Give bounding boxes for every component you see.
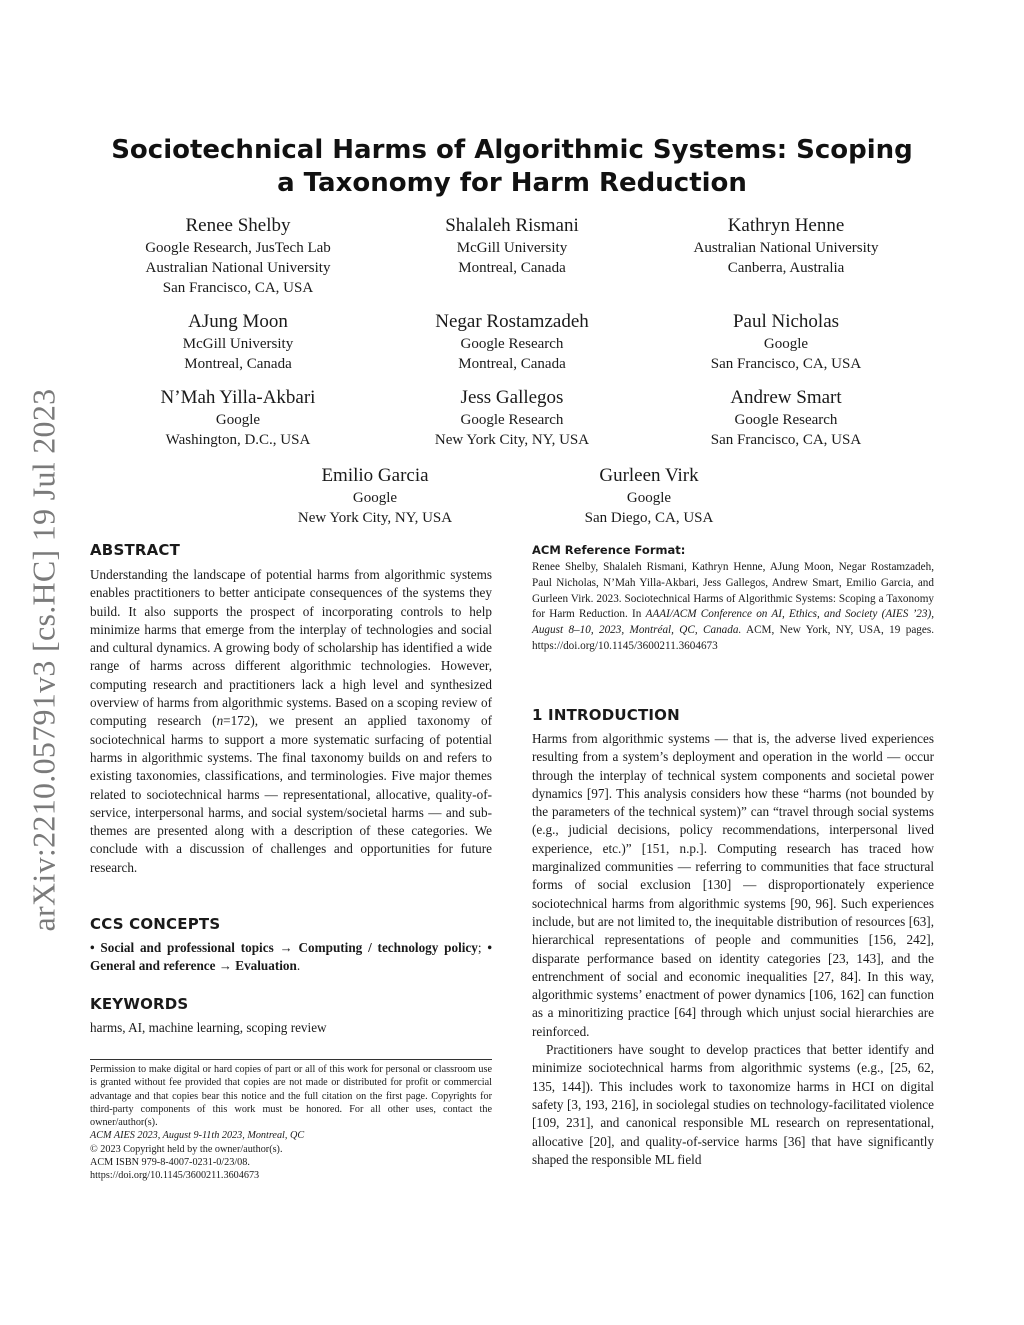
author-name: Jess Gallegos: [460, 387, 564, 408]
author-affiliation: McGill University: [182, 336, 294, 352]
author-name: Emilio Garcia: [321, 465, 429, 486]
author-name: Andrew Smart: [730, 387, 842, 408]
abstract-heading: ABSTRACT: [90, 541, 181, 559]
isbn-line: ACM ISBN 979-8-4007-0231-0/23/08.: [90, 1157, 250, 1169]
author-affiliation: Google Research, JusTech Lab: [145, 240, 331, 256]
ccs-end: .: [296, 958, 301, 974]
author-affiliation: San Francisco, CA, USA: [162, 280, 314, 296]
author-affiliation: Google: [352, 490, 398, 506]
intro-paragraph-2: Practitioners have sought to develop practices that better identify and minimize sociotechnical harms from algorithmic systems (e.g., [25, 62, 135, 144]). This includes work to taxonomize harms in HCI on digital safety [3, 193, 216], in sociolegal studies on technology-facilitated violence [109, 231], and canonical responsible ML research on representational, allocative [20], and quality-of-service harms [36] that have significantly shaped the responsible ML field: [532, 1042, 934, 1167]
author-affiliation: Canberra, Australia: [727, 260, 845, 276]
intro-paragraph-1: Harms from algorithmic systems — that is, the adverse lived experiences resulting from a system’s deployment and operation in the world — occur through the interplay of technical system components and societal power dynamics [97]. This analysis considers how these “harms (not bounded by the parameters of the technical system)” can “travel through social systems (e.g., judicial decisions, policy recommendations, interpersonal lived experience, etc.)” [151, n.p.]. Computing research has traced how marginalized communities — referring to communities that face structural forms of social exclusion [130] — disproportionately experience sociotechnical harms from algorithmic systems [90, 96]. Such experiences include, but are not limited to, the inequitable distribution of resources [63], hierarchical representations of people and communities [156, 242], disparate performance based on identity categories [23, 143], and the entrenchment of social and economic inequalities [27, 84]. In this way, algorithmic systems’ enactment of power dynamics [106, 162] can function as a minoritizing practice [64] through which unjust social hierarchies are reinforced.: [532, 731, 934, 1039]
introduction-text: [532, 730, 934, 1169]
ccs-separator: ;: [477, 940, 488, 955]
author-card: [88, 386, 388, 450]
author-affiliation: Montreal, Canada: [458, 260, 566, 276]
author-affiliation: Montreal, Canada: [184, 356, 292, 372]
reference-format-heading: ACM Reference Format:: [532, 543, 686, 557]
abstract-text-part-2: =172), we present an applied taxonomy of sociotechnical harms to support a more systematic surfacing of potential harms in algorithmic systems. The final taxonomy builds on and refers to existing taxonomies, classifications, and terminologies. Five major themes related to sociotechnical harms — representational, allocative, quality-of-service, interpersonal harms, and social system/societal harms — and sub-themes are presented along with a description of these categories. We conclude with a discussion of challenges and opportunities for future research.: [90, 713, 492, 875]
author-name: Paul Nicholas: [732, 311, 840, 332]
permission-text: Permission to make digital or hard copies of part or all of this work for personal or classroom use is granted without fee provided that copies are not made or distributed for profit or commercial advantage and that copies bear this notice and the full citation on the first page. Copyrights for third-party components of this work must be honored. For all other uses, contact the owner/author(s).: [90, 1064, 492, 1129]
ccs-concept-2: • General and reference → Evaluation: [90, 940, 492, 974]
reference-text-part-1: Renee Shelby, Shalaleh Rismani, Kathryn Henne, AJung Moon, Negar Rostamzadeh, Paul Nicholas, N’Mah Yilla-Akbari, Jess Gallegos, Andrew Smart, Emilio Garcia, and Gurleen Virk. 2023. Sociotechnical Harms of Algorithmic Systems: Scoping a Taxonomy for Harm Reduction. In: [532, 561, 934, 621]
keywords-text: harms, AI, machine learning, scoping review: [90, 1020, 327, 1035]
author-card: [636, 214, 936, 278]
reference-format-text: [532, 560, 934, 655]
abstract-text-part-1: Understanding the landscape of potential harms from algorithmic systems enables practitioners to better anticipate consequences of the systems they build. It also supports the prospect of incorporating controls to help minimize harms that emerge from the interplay of technologies and social and cultural dynamics. A growing body of scholarship has identified a wide range of harms across different algorithmic technologies. However, computing research and practitioners lack a high level and synthesized overview of harms from algorithmic systems. Based on a scoping review of computing research (: [90, 567, 492, 729]
author-name: Negar Rostamzadeh: [435, 311, 589, 332]
author-affiliation: Australian National University: [145, 260, 331, 276]
author-card: [362, 386, 662, 450]
author-affiliation: Google: [215, 412, 261, 428]
author-name: AJung Moon: [188, 311, 288, 332]
author-card: [88, 310, 388, 374]
author-affiliation: San Diego, CA, USA: [584, 510, 714, 526]
copyright-line: © 2023 Copyright held by the owner/author(s).: [90, 1143, 283, 1155]
author-affiliation: Google: [626, 490, 672, 506]
keywords-heading: KEYWORDS: [90, 995, 189, 1013]
author-affiliation: New York City, NY, USA: [434, 432, 590, 448]
footnote-divider: [90, 1059, 492, 1060]
author-card: [362, 310, 662, 374]
ccs-heading: CCS CONCEPTS: [90, 915, 221, 933]
conference-venue: ACM AIES 2023, August 9-11th 2023, Montreal, QC: [90, 1130, 305, 1142]
author-card: [636, 386, 936, 450]
paper-title: Sociotechnical Harms of Algorithmic Systems: Scoping a Taxonomy for Harm Reduction: [111, 135, 913, 198]
ccs-concept-1: • Social and professional topics → Computing / technology policy: [90, 940, 478, 955]
author-name: Shalaleh Rismani: [445, 215, 579, 236]
author-card: [225, 464, 525, 528]
author-card: [636, 310, 936, 374]
author-affiliation: Google: [763, 336, 809, 352]
author-card: [362, 214, 662, 278]
abstract-text: [90, 566, 492, 877]
author-card: [499, 464, 799, 528]
author-name: Kathryn Henne: [727, 215, 845, 236]
permission-notice: [90, 1063, 492, 1183]
author-affiliation: New York City, NY, USA: [297, 510, 453, 526]
author-affiliation: Australian National University: [693, 240, 879, 256]
ccs-concepts: [90, 939, 492, 976]
author-affiliation: Google Research: [460, 412, 564, 428]
doi-line: https://doi.org/10.1145/3600211.3604673: [90, 1170, 260, 1182]
author-affiliation: Google Research: [734, 412, 838, 428]
author-name: Renee Shelby: [185, 215, 291, 236]
introduction-heading: 1 INTRODUCTION: [532, 706, 680, 724]
author-affiliation: McGill University: [456, 240, 568, 256]
author-affiliation: Montreal, Canada: [458, 356, 566, 372]
reference-text-part-2: ACM, New York, NY, USA, 19 pages. https://doi.org/10.1145/3600211.3604673: [532, 624, 934, 652]
author-affiliation: San Francisco, CA, USA: [710, 432, 862, 448]
author-affiliation: Washington, D.C., USA: [165, 432, 311, 448]
author-name: Gurleen Virk: [599, 465, 699, 486]
reference-venue: AAAI/ACM Conference on AI, Ethics, and Society (AIES ’23), August 8–10, 2023, Montréal, QC, Canada.: [532, 608, 935, 637]
author-affiliation: Google Research: [460, 336, 564, 352]
author-affiliation: San Francisco, CA, USA: [710, 356, 862, 372]
author-card: [88, 214, 388, 298]
arxiv-identifier: arXiv:2210.05791v3 [cs.HC] 19 Jul 2023: [25, 388, 62, 932]
arxiv-sidebar-stamp: [24, 370, 64, 950]
author-name: N’Mah Yilla-Akbari: [160, 387, 316, 408]
abstract-n-symbol: n: [216, 713, 224, 729]
